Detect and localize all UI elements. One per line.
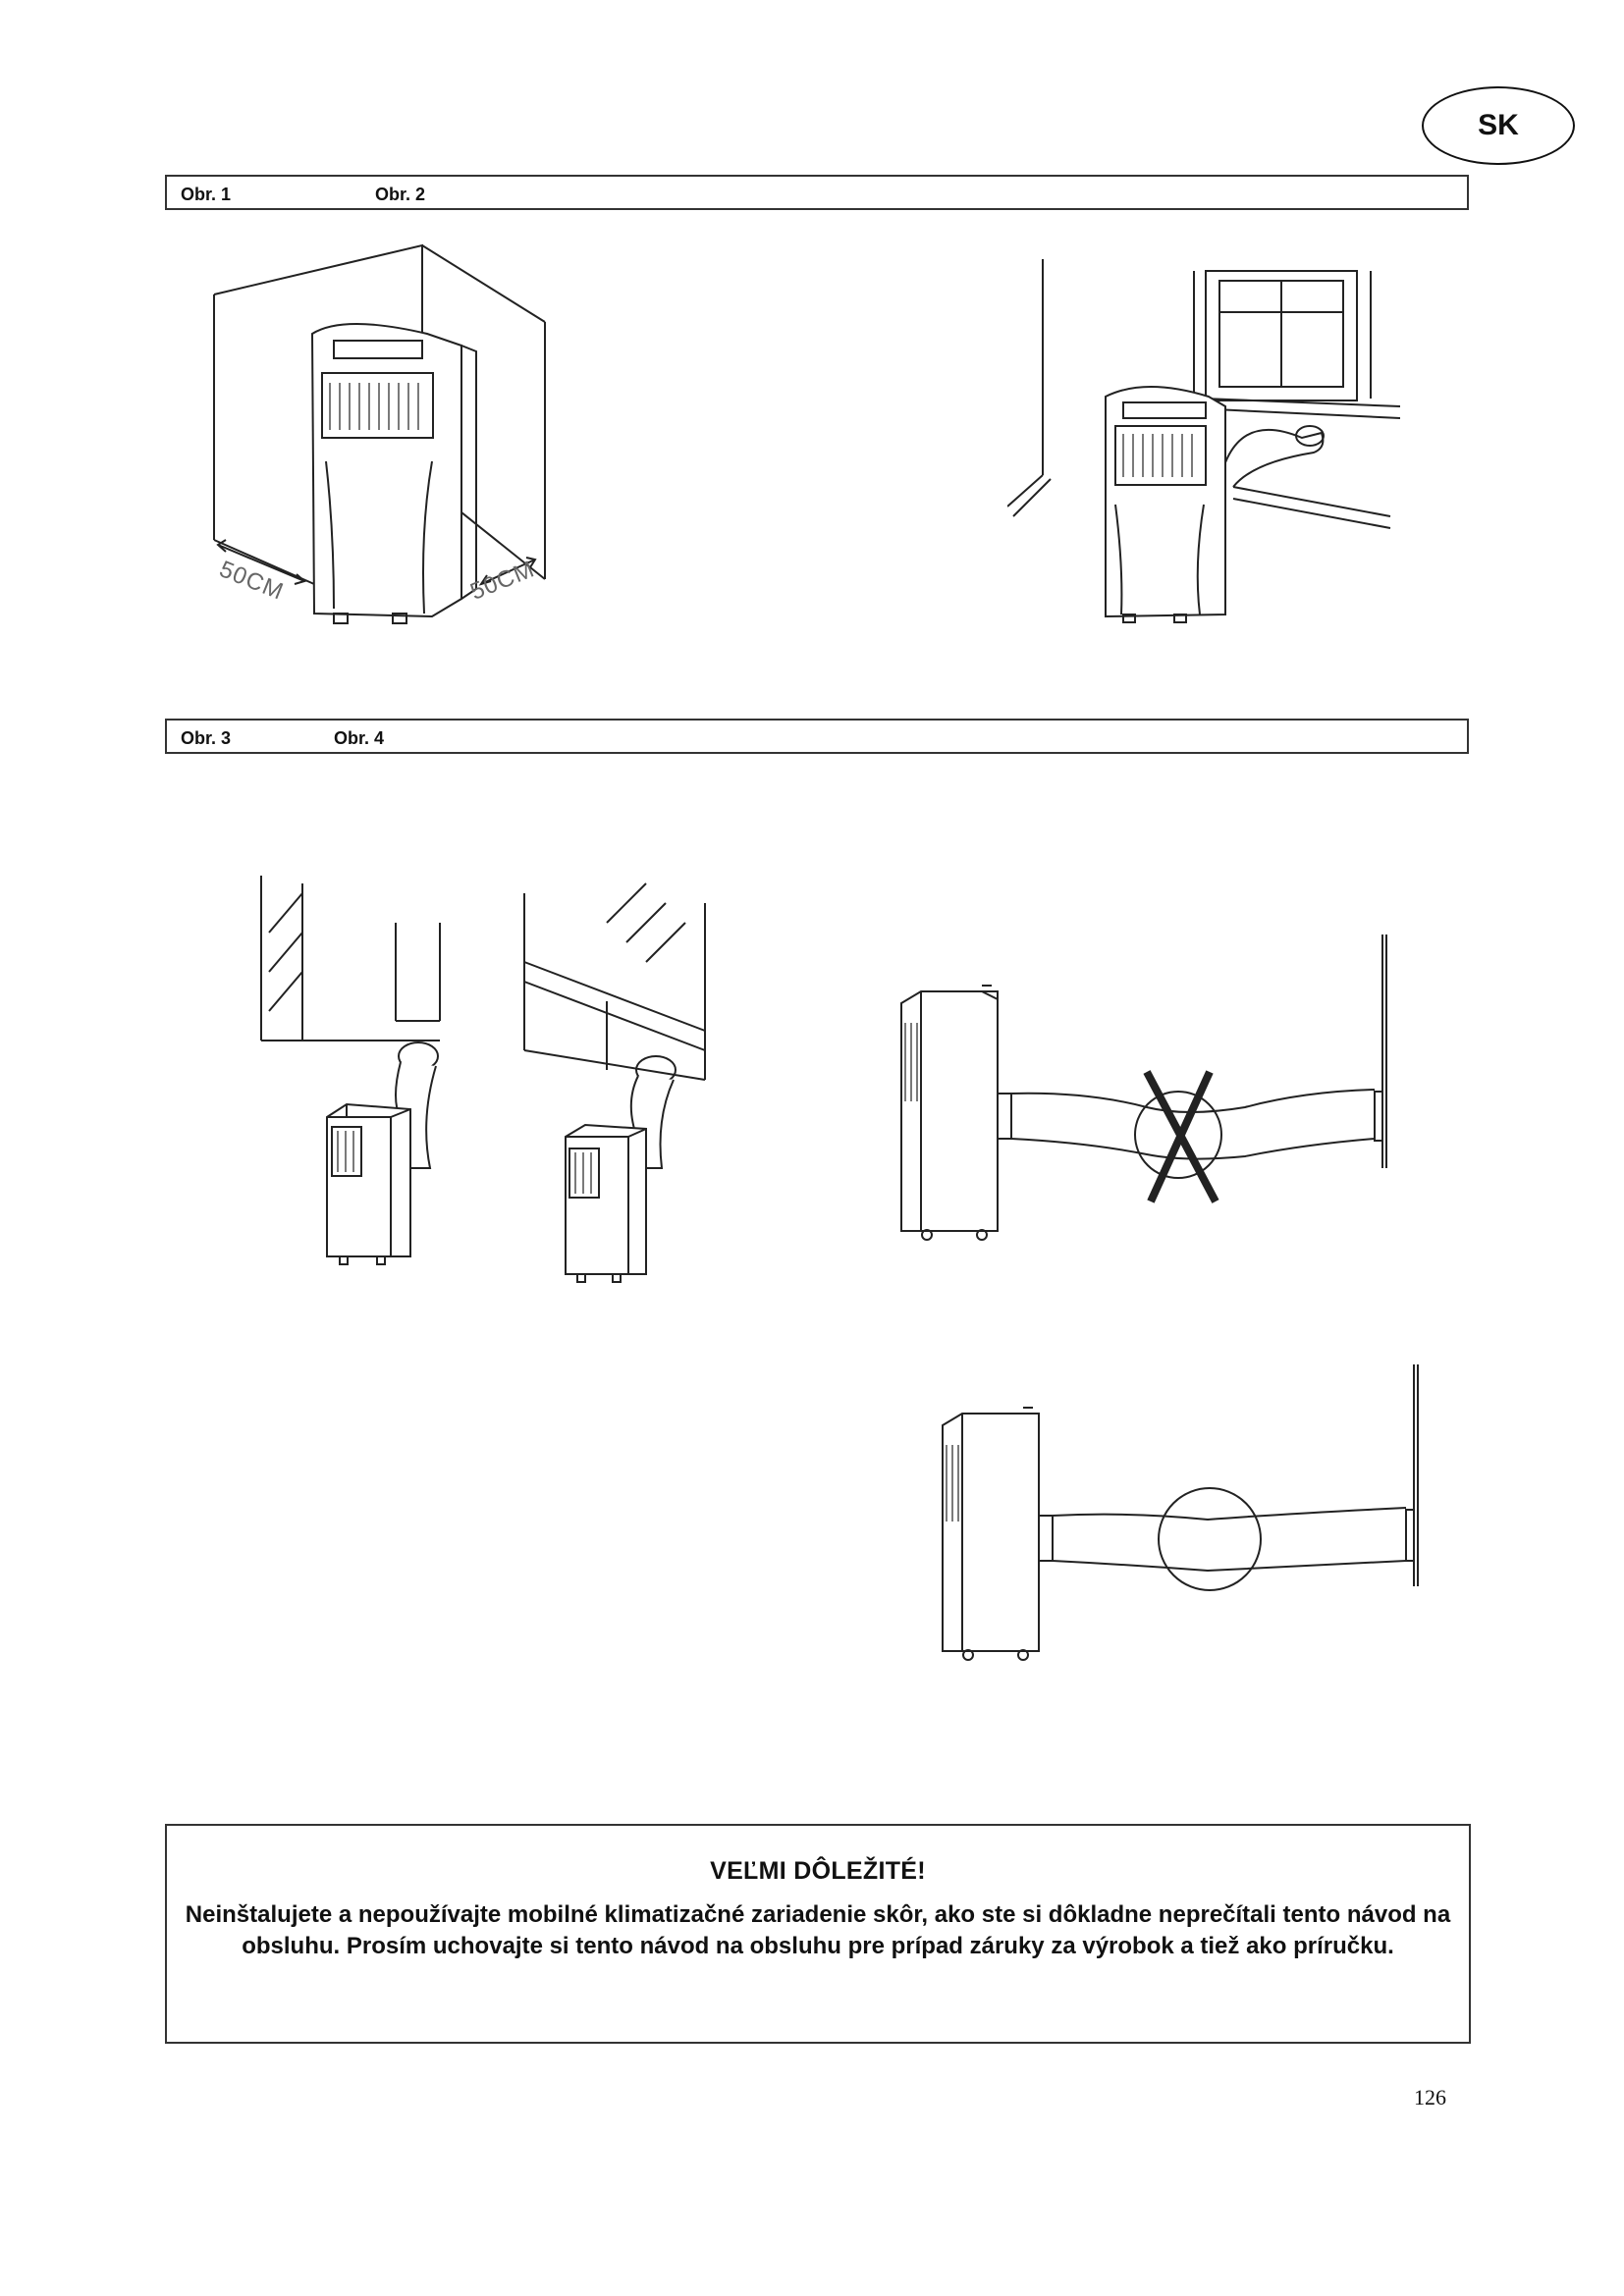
clearance-label-left: 50CM xyxy=(215,556,288,606)
notice-body: Neinštalujete a nepoužívajte mobilné klimatizačné zariadenie skôr, ako ste si dôkladne neprečítali tento návod na obsluhu. Prosím uchovajte si tento návod na obsluhu pre prípad záruky za výrobok a tiež ako príručku. xyxy=(185,1901,1451,1959)
caption-obr-2: Obr. 2 xyxy=(375,185,426,204)
caption-obr-4: Obr. 4 xyxy=(334,728,385,748)
figure-3-hose-exit-variants xyxy=(253,874,725,1296)
figure-2-window-installation xyxy=(1007,251,1400,624)
caption-obr-3: Obr. 3 xyxy=(181,728,232,748)
figure-4-correct-hose xyxy=(933,1364,1443,1679)
notice-title: VEĽMI DÔLEŽITÉ! xyxy=(710,1857,926,1885)
important-notice-box xyxy=(165,1824,1471,2044)
page-number: 126 xyxy=(1414,2085,1446,2109)
caption-obr-1: Obr. 1 xyxy=(181,185,232,204)
language-badge xyxy=(1422,86,1575,165)
figure-4-incorrect-hose xyxy=(892,934,1412,1258)
figure-caption-bar-1 xyxy=(165,175,1469,210)
figure-1-clearance-illustration xyxy=(196,236,569,628)
language-code: SK xyxy=(1478,109,1519,141)
clearance-label-right: 50CM xyxy=(466,556,539,606)
figure-caption-bar-2 xyxy=(165,719,1469,754)
